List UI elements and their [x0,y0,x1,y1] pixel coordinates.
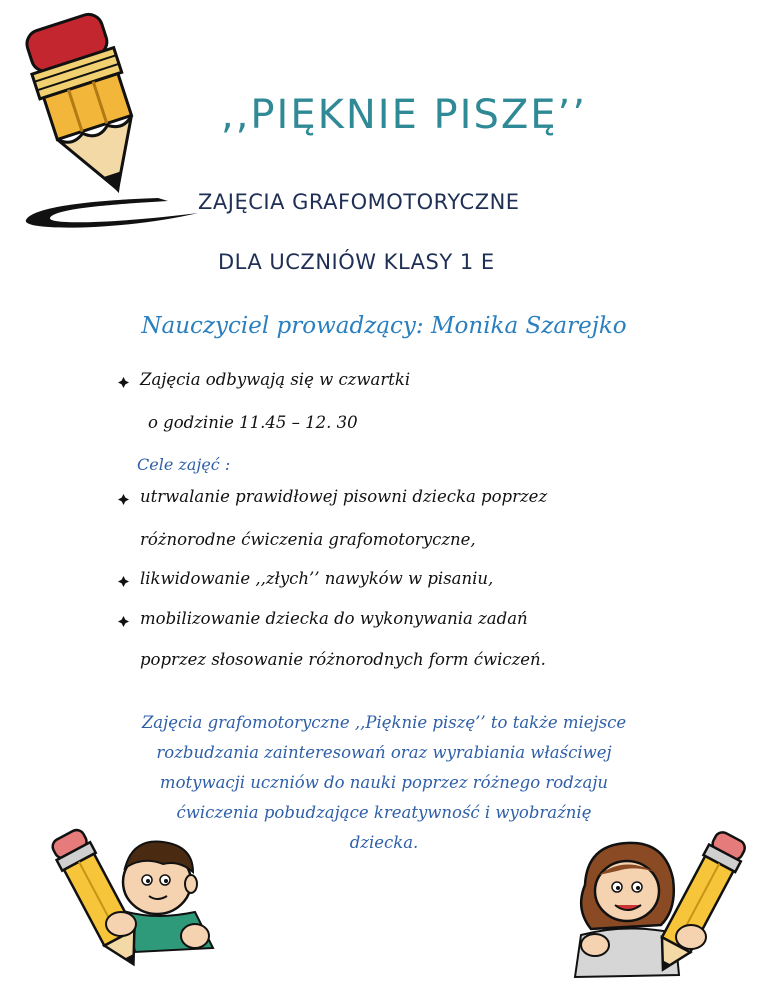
subtitle-course-type: ZAJĘCIA GRAFOMOTORYCZNE [198,190,520,214]
goal-3-line-1: mobilizowanie dziecka do wykonywania zadań [140,609,528,628]
diamond-bullet-icon [118,616,129,627]
goals-heading: Cele zajęć : [137,455,231,474]
diamond-bullet-icon [118,576,129,587]
boy-with-pencil-illustration [45,820,215,980]
schedule-line-1: Zajęcia odbywają się w czwartki [140,370,411,389]
diamond-bullet-icon [118,377,129,388]
girl-with-pencil-illustration [565,825,755,985]
goal-1-line-1: utrwalanie prawidłowej pisowni dziecka poprzez [140,487,548,506]
schedule-line-2: o godzinie 11.45 – 12. 30 [148,413,358,432]
diamond-bullet-icon [118,494,129,505]
summary-line: rozbudzania zainteresowań oraz wyrabiania właściwej [156,743,612,762]
page-title: ,,PIĘKNIE PISZĘ’’ [221,92,587,138]
teacher-name: Nauczyciel prowadzący: Monika Szarejko [141,313,627,339]
summary-line: Zajęcia grafomotoryczne ,,Pięknie piszę’’ to także miejsce [141,713,627,732]
goal-3-line-2: poprzez słosowanie różnorodnych form ćwiczeń. [140,650,546,669]
summary-line: motywacji uczniów do nauki poprzez różnego rodzaju [159,773,609,792]
subtitle-class: DLA UCZNIÓW KLASY 1 E [218,250,495,274]
summary-line: ćwiczenia pobudzające kreatywność i wyobraźnię [176,803,592,822]
goal-1-line-2: różnorodne ćwiczenia grafomotoryczne, [140,530,476,549]
goal-2-line-1: likwidowanie ,,złych’’ nawyków w pisaniu, [140,569,494,588]
summary-line: dziecka. [349,833,419,852]
